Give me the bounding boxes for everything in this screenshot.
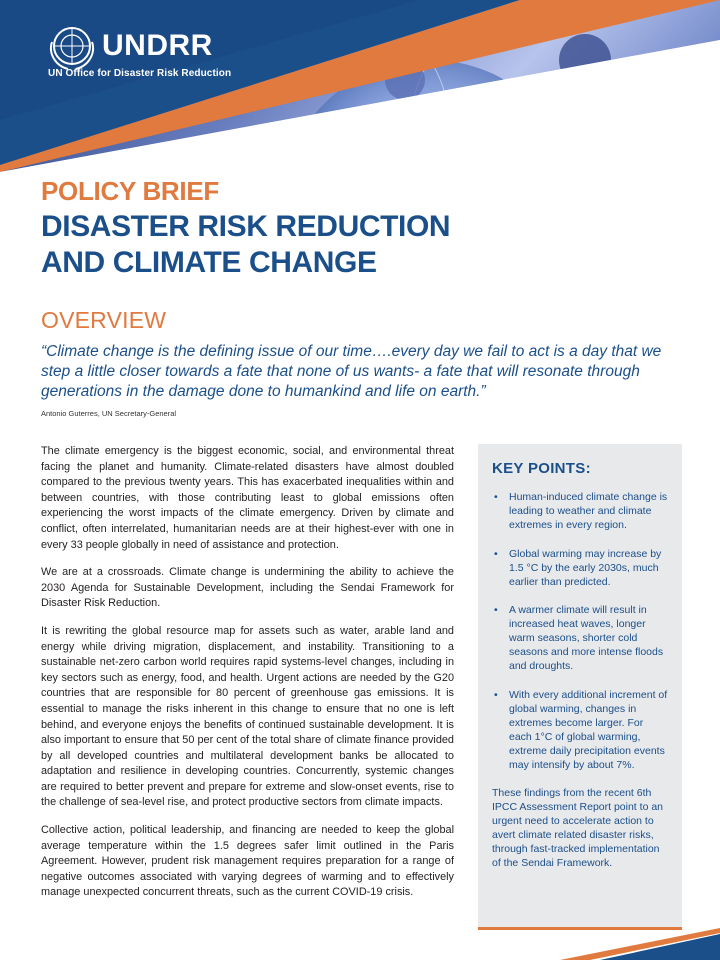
key-point-item	[492, 689, 668, 772]
key-point-item	[492, 491, 668, 533]
bullet-icon: •	[494, 547, 498, 560]
key-point-text: With every additional increment of global warming, changes in extremes become larger. For each 1°C of global warming, extreme daily precipitation events may intensify by about 7%.	[509, 688, 668, 771]
bullet-icon: •	[494, 688, 498, 701]
key-points-panel	[478, 444, 682, 930]
key-points-list	[492, 491, 668, 772]
body-text	[41, 444, 454, 913]
key-points-title: KEY POINTS:	[492, 460, 591, 477]
key-point-item	[492, 604, 668, 674]
body-paragraph: The climate emergency is the biggest economic, social, and environmental threat facing the planet and humanity. Climate-related disasters have almost doubled compared to the previous twenty years. This has exacerbated inequalities within and between countries, with those contributing least to global emissions often experiencing the worst impacts of the climate emergency. Driven by climate and conflict, often interrelated, humanitarian needs are at their highest-ever with one in every 33 people globally in need of assistance and protection.	[41, 445, 454, 551]
key-point-text: A warmer climate will result in increased heat waves, longer warm seasons, shorter cold seasons and more intense floods and droughts.	[509, 604, 664, 673]
bullet-icon: •	[494, 491, 498, 503]
body-paragraph: It is rewriting the global resource map for assets such as water, arable land and energy while driving migration, displacement, and instability. Transitioning to a sustainable net-zero carbon world requires rapid systems-level changes, including in key sectors such as energy, food, and health. Urgent actions are needed by the G20 countries that are responsible for 80 percent of greenhouse gas emissions. It is essential to manage the risks inherent in this change to ensure that no one is left behind, and everyone enjoys the benefits of continued sustainable development. It is also important to ensure that 50 per cent of the total share of climate finance provided by all developed countries and multilateral development banks be allocated to adaptation and resilience in developing countries. Concurrently, systemic changes are required to better prevent and prepare for extreme and slow-onset events, rise to the challenge of sea-level rise, and protect productive sectors from climate impacts.	[41, 624, 454, 809]
body-paragraph: We are at a crossroads. Climate change is undermining the ability to achieve the 2030 Agenda for Sustainable Development, including the Sendai Framework for Disaster Risk Reduction.	[41, 566, 454, 610]
key-points-footer: These findings from the recent 6th IPCC Assessment Report point to an urgent need to accelerate action to avert climate related disaster risks, through fast-tracked implementation of the Sendai Framework.	[492, 787, 663, 869]
bullet-icon: •	[494, 604, 498, 617]
page-title	[41, 209, 450, 281]
quote: “Climate change is the defining issue of our time….every day we fail to act is a day that we step a little closer towards a fate that none of us wants- a fate that will resonate through generations in the damage done to humankind and life on earth.”	[41, 343, 662, 400]
body-paragraph: Collective action, political leadership, and financing are needed to keep the global average temperature within the 1.5 degrees safer limit outlined in the Paris Agreement. However, prudent risk management requires preparation for a range of negative outcomes associated with varying degrees of warming and to effectively manage unexpected concurrent threats, such as the current COVID-19 crisis.	[41, 824, 454, 899]
quote-attribution: Antonio Guterres, UN Secretary-General	[41, 409, 177, 418]
undrr-logo[interactable]	[46, 20, 213, 72]
key-point-text: Human-induced climate change is leading to weather and climate extremes in every region.	[509, 491, 668, 531]
org-wordmark: UNDRR	[102, 29, 213, 62]
key-point-text: Global warming may increase by 1.5 °C by the early 2030s, much earlier than predicted.	[509, 547, 662, 588]
title-line-2: AND CLIMATE CHANGE	[41, 246, 377, 279]
title-line-1: DISASTER RISK REDUCTION	[41, 210, 451, 243]
un-emblem-icon	[46, 20, 98, 72]
key-point-item	[492, 548, 668, 590]
overview-heading: OVERVIEW	[41, 307, 167, 333]
org-subtitle: UN Office for Disaster Risk Reduction	[48, 68, 232, 79]
doc-kicker: POLICY BRIEF	[41, 176, 219, 206]
